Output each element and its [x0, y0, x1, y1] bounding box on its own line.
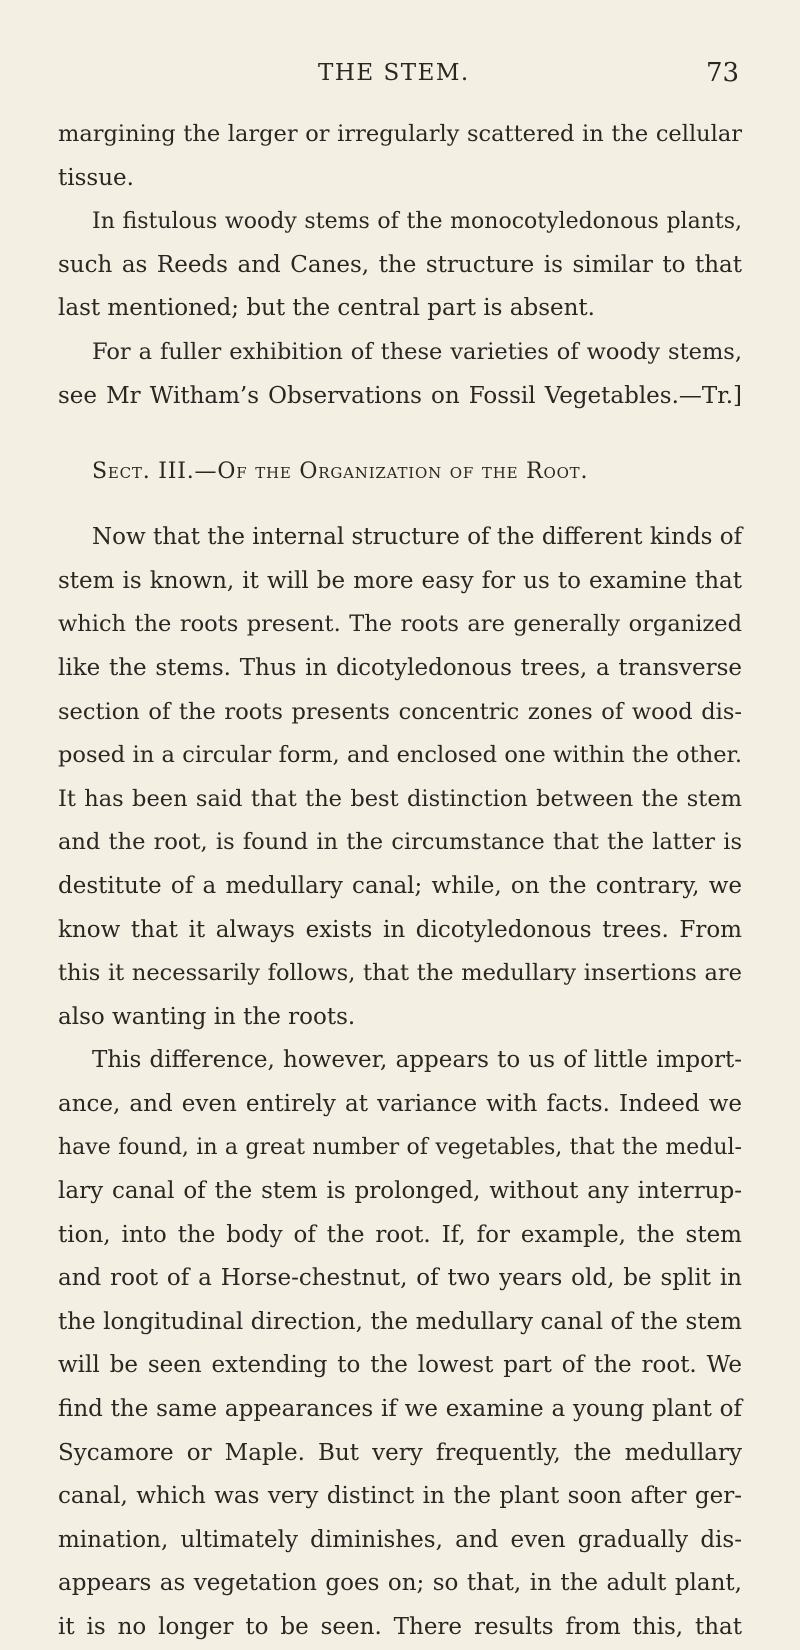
- text-line: tissue.: [58, 164, 134, 191]
- text-line: and the root, is found in the circumstance that the latter is: [58, 829, 742, 856]
- spacer: [58, 498, 742, 516]
- text-line: ance, and even entirely at variance with facts. Indeed we: [58, 1090, 742, 1117]
- spacer: [58, 418, 742, 446]
- text-line: see Mr Witham’s Observations on Fossil Vegetables.—Tr.]: [58, 382, 742, 409]
- text-line: section of the roots presents concentric zones of wood dis-: [58, 698, 742, 725]
- text-line: tion, into the body of the root. If, for example, the stem: [58, 1221, 742, 1248]
- text-line: destitute of a medullary canal; while, on the contrary, we: [58, 872, 742, 899]
- text-line: this it necessarily follows, that the medullary insertions are: [58, 960, 742, 987]
- running-title: THE STEM.: [318, 60, 470, 86]
- text-line: appears as vegetation goes on; so that, in the adult plant,: [58, 1570, 742, 1597]
- text-line: it is no longer to be seen. There results from this, that: [58, 1614, 742, 1640]
- text-line: For a fuller exhibition of these varieties of woody stems,: [92, 338, 742, 365]
- text-line: find the same appearances if we examine a young plant of: [58, 1396, 742, 1423]
- paragraph-fistulous-stems: [58, 200, 742, 331]
- paragraph-continued: [58, 113, 742, 200]
- text-line: lary canal of the stem is prolonged, without any interrup-: [58, 1178, 742, 1205]
- text-line: Sycamore or Maple. But very frequently, the medullary: [58, 1439, 742, 1466]
- text-line: know that it always exists in dicotyledonous trees. From: [58, 916, 742, 943]
- text-line: last mentioned; but the central part is absent.: [58, 295, 595, 322]
- text-line: margining the larger or irregularly scattered in the cellular: [58, 121, 742, 147]
- text-line: This difference, however, appears to us of little import-: [92, 1047, 742, 1074]
- section-heading: Sect. III.—Of the Organization of the Root.: [92, 459, 589, 485]
- text-line: like the stems. Thus in dicotyledonous trees, a transverse: [58, 654, 742, 681]
- text-line: such as Reeds and Canes, the structure is similar to that: [58, 251, 742, 278]
- text-line: stem is known, it will be more easy for us to examine that: [58, 567, 742, 594]
- paragraph-translator-note: [58, 331, 742, 418]
- text-line: canal, which was very distinct in the plant soon after ger-: [58, 1483, 742, 1510]
- text-line: mination, ultimately diminishes, and even gradually dis-: [58, 1526, 742, 1553]
- running-head: [0, 58, 800, 98]
- page-number: 73: [706, 58, 740, 88]
- text-line: and root of a Horse-chestnut, of two years old, be split in: [58, 1265, 742, 1292]
- text-line: Now that the internal structure of the different kinds of: [92, 524, 743, 551]
- text-line: will be seen extending to the lowest part of the root. We: [58, 1352, 742, 1379]
- paragraph-medullary-canal: [58, 1039, 742, 1649]
- text-line: posed in a circular form, and enclosed one within the other.: [58, 742, 742, 769]
- text-line: It has been said that the best distinction between the stem: [58, 785, 742, 812]
- text-line: have found, in a great number of vegetables, that the medul-: [58, 1135, 742, 1161]
- text-line: In fistulous woody stems of the monocotyledonous plants,: [92, 209, 742, 235]
- text-line: which the roots present. The roots are generally organized: [58, 611, 742, 638]
- paragraph-root-structure: [58, 516, 742, 1039]
- page-body: [58, 113, 742, 1650]
- text-line: also wanting in the roots.: [58, 1003, 356, 1030]
- text-line: the longitudinal direction, the medullary canal of the stem: [58, 1308, 742, 1335]
